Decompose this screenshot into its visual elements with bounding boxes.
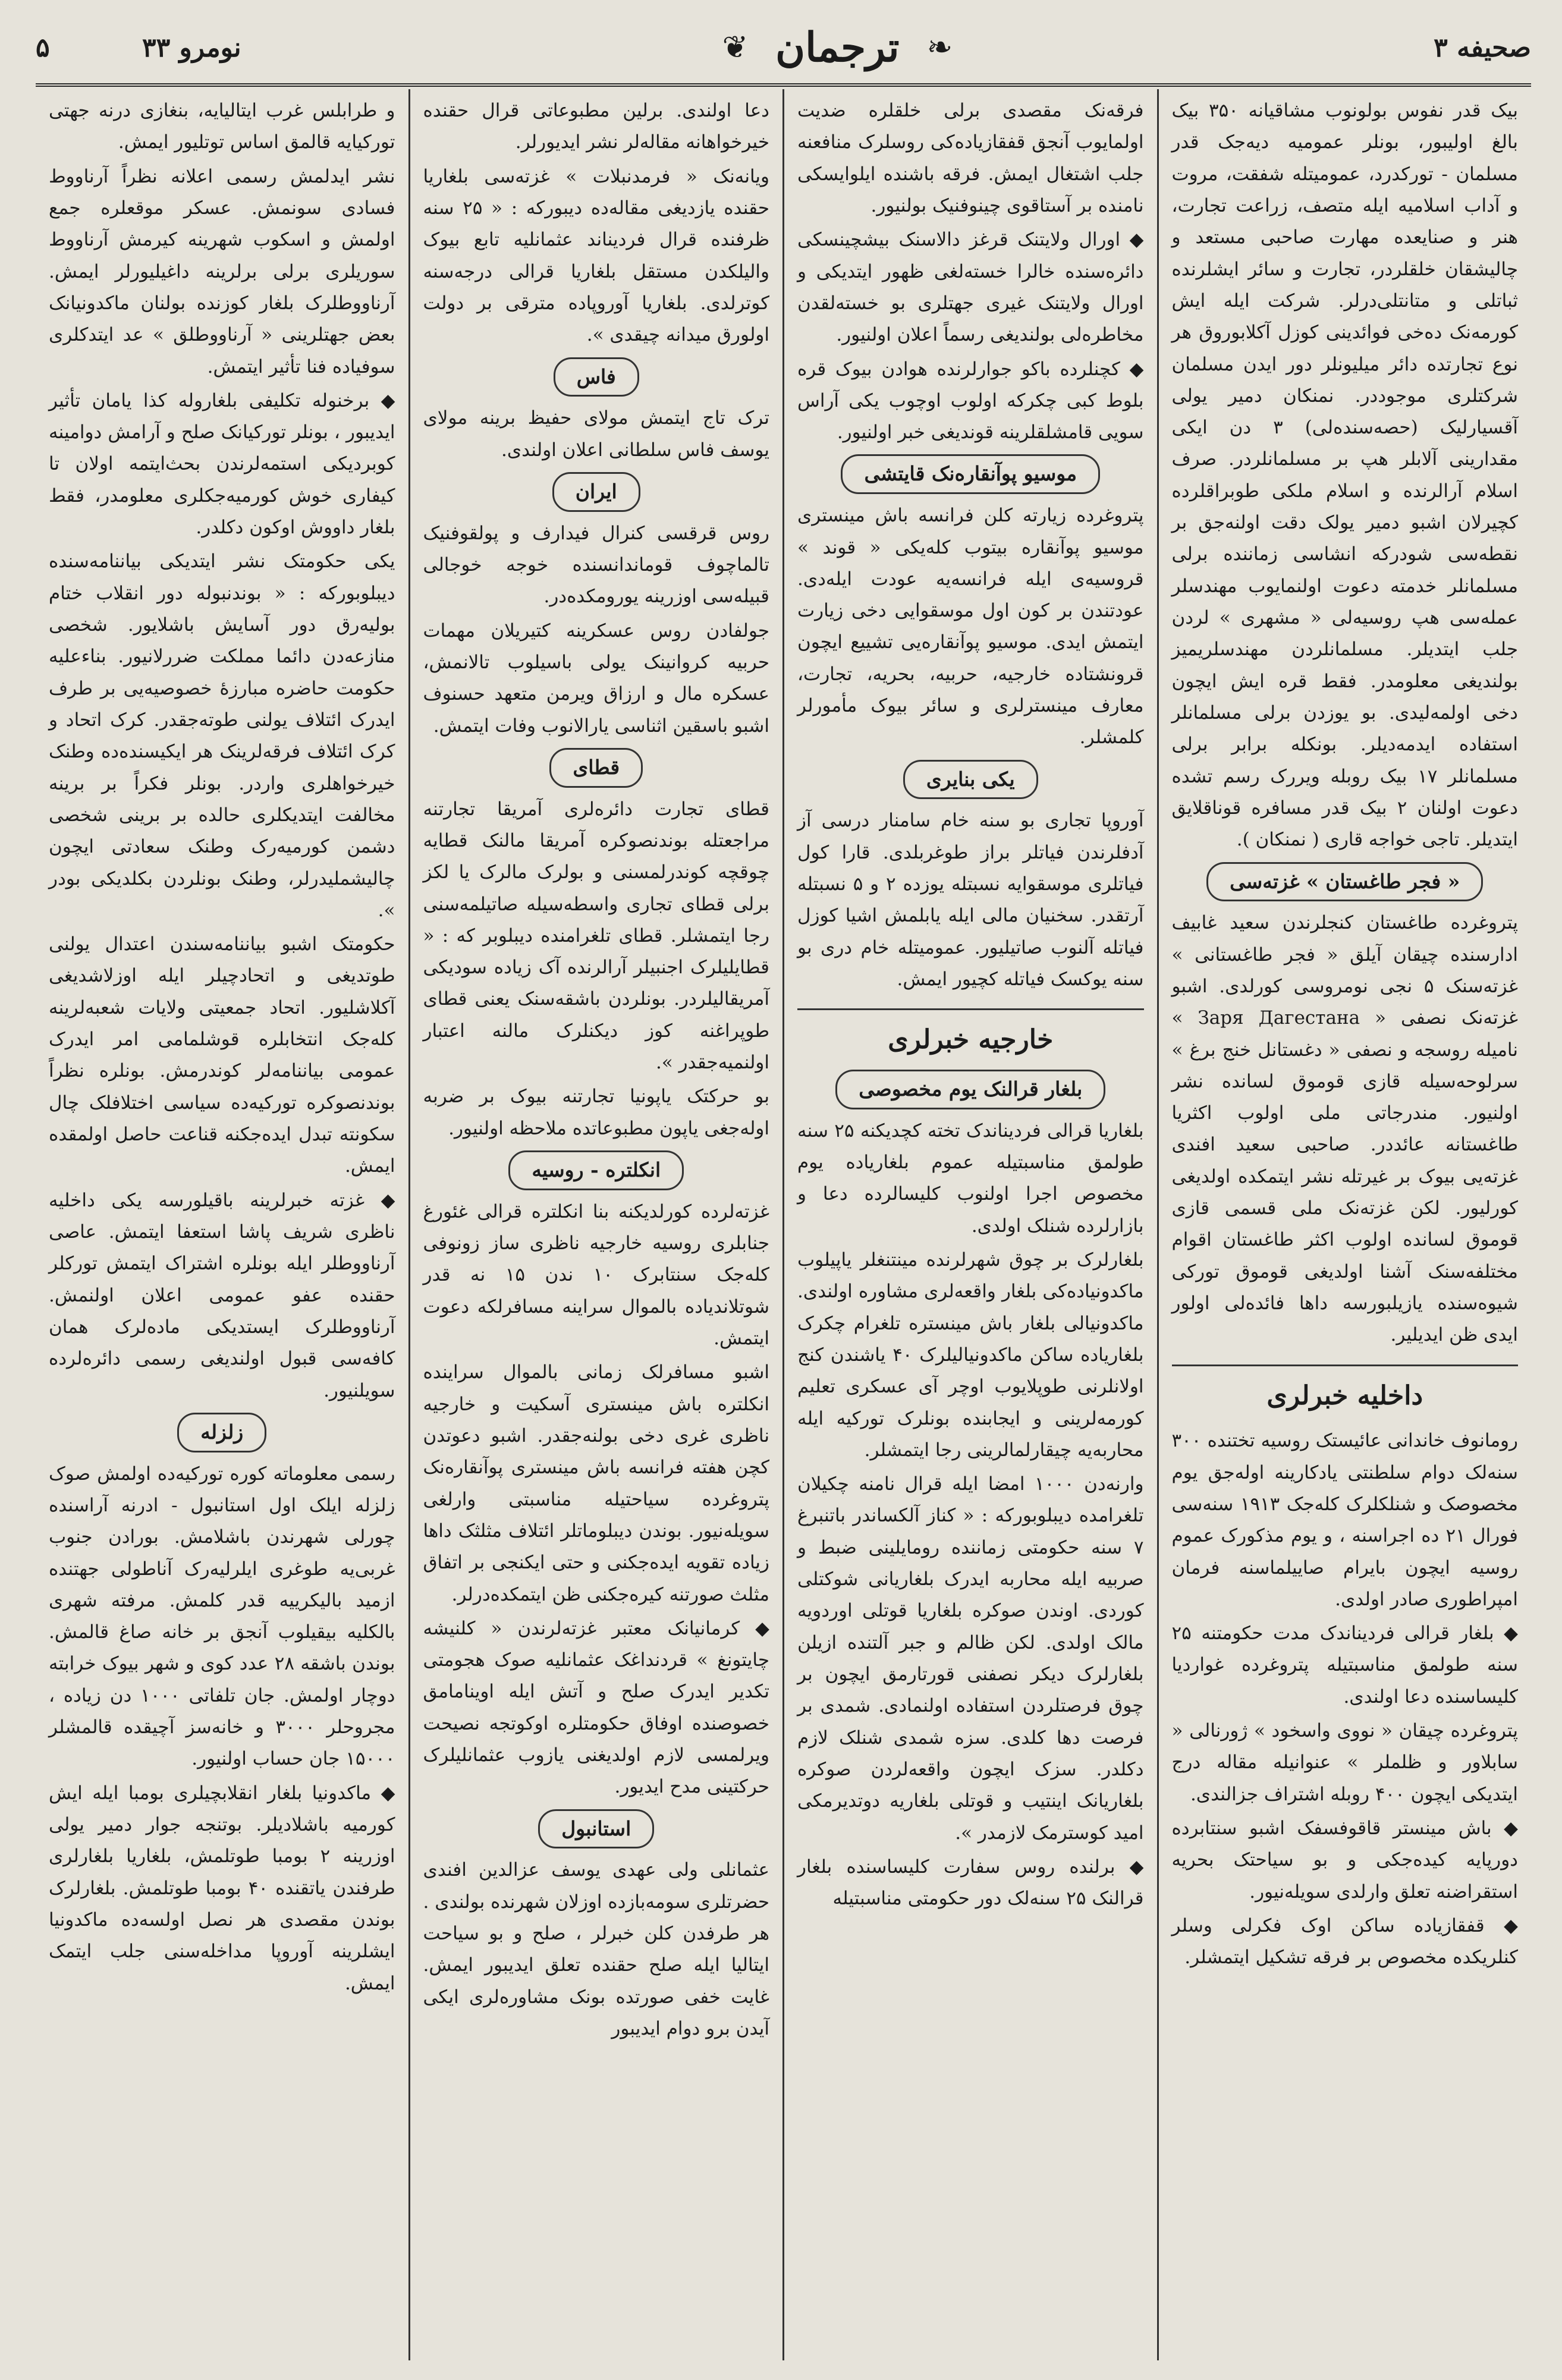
article-paragraph: دعا اولندی. برلین مطبوعاتی قرال حقنده خیرخواهانه مقاله‌لر نشر ایدیورلر. <box>423 100 769 153</box>
page-number-label: صحیفه ۳ <box>1434 32 1531 63</box>
article-heading-text: زلزله <box>177 1413 266 1452</box>
article-paragraph: وارنه‌دن ۱۰۰۰ امضا ایله قرال نامنه چکیلان تلغرامده دیبلوبورکه : « کناز آلکساندر باتنبرغ ۷ سنه حکومتی زماننده رومایلینی ضبط و صربیه ایله محاربه ایدرک بلغاریانی شوکتلی کوردی. اوندن صوکره بلغاریا قوتلی اوردویه مالک اولدی. لکن ظالم و جبر آلتنده ازیلن بلغارلرک دیکر نصفنی قورتارمق ایچون بر چوق فرصتلردن استفاده اولنمادی. شمدی بر فرصت دها کلدی. سزه شمدی شنلک لازم دکلدر. سزک ایچون واقعه‌لردن صوکره بلغاریانک اینتیب و قوتلی بلغاریه دوتدیرمکی امید کوسترمک لازمدر ». <box>797 1473 1144 1844</box>
issue-number: نومرو ۳۳ <box>142 32 241 63</box>
article-heading <box>423 748 770 788</box>
article-paragraph: ◆ قفقازیاده ساکن اوک فکرلی وسلر کنلریکده مخصوص بر فرقه تشکیل ایتمشلر. <box>1171 1914 1518 1969</box>
article-paragraph: ◆ اورال ولایتنک قرغز دالاسنک بیشچینسکی دائره‌سنده خالرا خسته‌لغی ظهور ایتدیکی و اورال ولایتنک غیری جهتلری بو خسته‌لقدن مخاطره‌لی بولندیغی رسماً اعلان اولنیور. <box>797 229 1144 346</box>
issue-mark: ۵ <box>36 32 50 63</box>
article-paragraph: عثمانلی ولی عهدی یوسف عزالدین افندی حضرتلری سومه‌بازده اوزلان شهرنده بولندی . هر طرفدن کلن خبرلر ، صلح و بو سیاحت ایتالیا ایله صلح حقنده تعلق ایدیبور ایمش. غایت خفی صورتده بونک مشاوره‌لری ایکی آیدن برو دوام ایدیبور <box>423 1859 769 2039</box>
article-paragraph: نشر ایدلمش رسمی اعلانه نظراً آرناووط فسادی سونمش. عسکر موقعلره جمع اولمش و اسکوب شهرینه کیرمش آرناووط سوریلری برلی برلرینه داغیلیورلر ایمش. آرناووطلرک بلغار کوزنده بولنان ماکدونیانک بعض جهتلرینی « آرناووطلق » عد ایتدکلری سوفیاده فنا تأثیر ایتمش. <box>49 165 395 378</box>
article-paragraph: رسمی معلوماته کوره تورکیه‌ده اولمش صوک زلزله ایلک اول استانبول - ادرنه آراسنده چورلی شهرندن باشلامش. بورادن جنوب غربی‌یه طوغری ایلرلیه‌رک آناطولی جهتنده ازمید بالیکرییه قدر کلمش. مرفته شهری بالکلیه بیقیلوب آنجق بر خانه صاغ قالمش. بوندن باشقه ۲۸ عدد کوی و شهر بیوک خرابته دوچار اولمش. جان تلفاتی ۱۰۰۰ دن زیاده ، مجروحلر ۳۰۰۰ و خانه‌سز آچیقده قالمشلر ۱۵۰۰۰ جان حساب اولنیور. <box>49 1463 395 1770</box>
article-paragraph: ◆ کرمانیانک معتبر غزته‌لرندن « کلنیشه چایتونغ » قردنداغک عثمانلیه صوک هجومتی تکدیر ایدرک صلح و آتش ایله اوینامامق خصوصنده اوفاق حکومتلره اوکوتجه نصیحت ویرلمسی لازم اولدیغنی یازوب عثمانلیلرک حرکتینی مدح ایدیور. <box>423 1617 769 1798</box>
article-paragraph: بو حرکتک یاپونیا تجارتنه بیوک بر ضربه اوله‌جغی یاپون مطبوعاتده ملاحظه اولنیور. <box>423 1086 769 1139</box>
article-heading <box>423 357 770 397</box>
column-2 <box>782 89 1157 2360</box>
article-paragraph: یکی حکومتک نشر ایتدیکی بیاننامه‌سنده دیبلوبورکه : « بوندنبوله دور انقلاب ختام بولیه‌رق دور آسایش باشلایور. شخصی منازعه‌دن دائما مملکت ضررلانیور. بناءعلیه حکومت حاضره مبارزهٔ خصوصیه‌یی بر طرف ایدرک ائتلاف یولنی طوته‌جقدر. کرک اتحاد و کرک ائتلاف فرقه‌لرینک هر ایکیسنده‌ده وطنک خیرخواهلری واردر. بونلر فکراً بر برینه مخالفت ایتدیکلری حالده بر برینی شخصی دشمن کورمیه‌رک وطنک سعادتی ایچون چالیشملیدرلر، وطنک بونلردن بکلدیکی بودر ». <box>49 551 395 921</box>
article-paragraph: رومانوف خاندانی عائیستک روسیه تختنده ۳۰۰ سنه‌لک دوام سلطنتی یادکارینه اوله‌جق یوم مخصوصک و شنلکلرک کله‌جک ۱۹۱۳ سنه‌سی فورال ۲۱ ده اجراسنه ، و یوم مذکورک عموم روسیه ایچون بایرام صاییلماسنه فرمان امپراطوری صادر اولدی. <box>1171 1430 1518 1610</box>
article-heading <box>49 1413 395 1452</box>
article-heading <box>423 472 770 512</box>
article-paragraph: ◆ باش مینستر قاقوفسفک اشبو سنتابرده دورپایه کیده‌جکی و بو سیاحتک بحریه استقراضنه تعلق وارلدی سویله‌نیور. <box>1171 1818 1518 1903</box>
article-heading-text: بلغار قرالنک یوم مخصوصی <box>835 1070 1105 1109</box>
article-heading-text: موسیو پوآنقاره‌نک قایتشی <box>841 454 1100 494</box>
article-paragraph: بلغارلرک بر چوق شهرلرنده مینتنغلر یاپیلوب ماکدونیاده‌کی بلغار واقعه‌لری مشاوره اولندی. ماکدونیالی بلغار باش مینستره تلغرام چکرک بلغاریاده ساکن ماکدونیالیلرک ۴۰ یاشندن کنج اولانلرنی طوپلایوب اوچر آی عسکری تعلیم کورمه‌لرینی و ایجابنده بونلرک تورکیه ایله محاربه‌یه چیقارلمالرینی رجا ایتمشلر. <box>797 1249 1144 1461</box>
article-paragraph: ◆ بلغار قرالی فردیناندک مدت حکومتنه ۲۵ سنه طولمق مناسبتیله پتروغرده غواردیا کلیساسنده دعا اولندی. <box>1171 1623 1518 1708</box>
issue-number-label <box>36 33 241 63</box>
ornament-left-icon: ❦ <box>722 30 749 65</box>
article-paragraph: ◆ ماکدونیا بلغار انقلابچیلری بومبا ایله ایش کورمیه باشلادیلر. بوتنجه جوار دمیر یولی اوزرینه ۲ بومبا طوتلمش، بلغاریا بلغارلری طرفندن یاتقنده ۴۰ بومبا طوتلمش. بلغارلرک بوندن مقصدی هر نصل اولسه‌ده ماکدونیا ایشلرینه آوروپا مداخله‌سنی جلب ایتمک ایمش. <box>49 1782 395 1994</box>
article-heading <box>423 1150 770 1190</box>
article-paragraph: فرقه‌نک مقصدی برلی خلقلره ضدیت اولمایوب آنجق قفقازیاده‌کی روسلرک منافعنه جلب اشتغال ایمش. فرقه باشنده ایلوایسکی نامنده بر آستاقوی چینوفنیک بولنیور. <box>797 100 1144 216</box>
article-paragraph: آوروپا تجاری بو سنه خام سامنار درسی آز آدفلرندن فیاتلر براز طوغربلدی. قارا کول فیاتلری موسقوایه نسبتله یوزده ۲ و ۵ نسبتله آرتقدر. سخنیان مالی ایله یابلمش اشیا کوزل فیاتله آلنوب صاتیلیور. عمومیتله خام دری بو سنه یوکسک فیاتله کچیور ایمش. <box>797 810 1144 990</box>
article-paragraph: بلغاریا قرالی فردیناندک تخته کچدیکنه ۲۵ سنه طولمق مناسبتیله عموم بلغاریاده یوم مخصوص اجرا اولنوب کلیسالرده دعا و بازارلرده شنلک اولدی. <box>797 1120 1144 1237</box>
column-4 <box>36 89 408 2360</box>
title-block <box>722 24 953 71</box>
article-paragraph: پتروغرده زیارته کلن فرانسه باش مینستری موسیو پوآنقاره بیتوب کله‌یکی « قوند » قروسیه‌ی ایله فرانسه‌یه عودت ایله‌دی. عودتندن بر کون اول موسقوایی دخی زیارت ایتمش ایدی. موسیو پوآنقاره‌یی تشییع ایچون قرونشتاده خارجیه، حربیه، بحریه، تجارت، معارف مینسترلری و سائر بیوک مأمورلر کلمشلر. <box>797 505 1144 749</box>
article-paragraph: و طرابلس غرب ایتالیایه، بنغازی درنه جهتی تورکیایه قالمق اساس تو‌تلیور ایمش. <box>49 100 395 153</box>
article-paragraph: قطای تجارت دائره‌لری آمریقا تجارتنه مراجعتله بوندنصوکره آمریقا مالنک قطایه چوقچه کوندرلمسنی و بولرک مالرک یا لکز برلی قطای تجاری واسطه‌سیله صاتیلمه‌سنی رجا ایتمشلر. قطای تلغرامنده دیبلوبر که : « قطایلیلرک اجنبیلر آرالرنده آک زیاده سودیکی آمریقالیلردر. بونلردن باشقه‌سنک یعنی قطای طوپراغنه کوز دیکنلرک مالنه اعتبار اولنمیه‌جقدر ». <box>423 798 769 1074</box>
column-3 <box>408 89 783 2360</box>
section-heading: داخلیه خبرلری <box>1172 1365 1519 1419</box>
article-heading-text: یکی بنایری <box>903 760 1038 800</box>
article-heading <box>797 454 1144 494</box>
article-paragraph: پتروغرده طاغستان کنجلرندن سعید غابیف ادارسنده چیقان آیلق « فجر طاغستانی » غزته‌سنک ۵ نجی نومروسی کورلدی. اشبو غزته‌نک نصفی « Заря Дагестана » نامیله روسجه و نصفی « دغستانل خنج برغ » سرلوحه‌سیله قازی قوموق لسانده نشر اولنیور. مندرجاتی ملی اولوب اکثریا طاغستانه عائددر. صاحبی سعید افندی غزته‌یی بیوک بر غیرتله نشر ایتمکده اولدیغی کورلیور. لکن غزته‌نک ملی قسمی قازی قوموق لسانده اولوب اکثر طاغستان اقوام مختلفه‌سنک آشنا اولدیغی قوموق تورکی شیوه‌سنده یازیلبورسه داها فائده‌لی اولور ایدی ظن ایدیلیر. <box>1171 912 1518 1346</box>
newspaper-title: ترجمان <box>775 24 900 71</box>
article-paragraph: ◆ کچنلرده باکو جوارلرنده هوادن بیوک قره بلوط کبی چکرکه اولوب اوچوب یکی آراس سویی قامشلقلرینه قوندیغی خبر اولنیور. <box>797 358 1144 444</box>
article-paragraph: ◆ برخنوله تکلیفی بلغاروله کذا یامان تأثیر ایدیبور ، بونلر تورکیانک صلح و آرامش دوامینه کوبردیکی استمه‌لرندن بحث‌ایتمه‌ اولان تا کیفاری خوش کورمیه‌جکلری معلومدر، فقط بلغار داووش اوکون دکلدر. <box>49 389 395 539</box>
article-heading-text: انکلتره - روسیه <box>508 1150 684 1190</box>
article-paragraph: حکومتک اشبو بیاننامه‌سندن اعتدال یولنی طوتدیغی و اتحادچیلر ایله اوزلاشدیغی آکلاشلیور. اتحاد جمعیتی ولایات شعبه‌لرینه کله‌جک انتخابلره قوشلمامی امر ایدرک عمومی بیاننامه‌لر کوندرمش. بونلره نظراً بوندنصوکره تورکیه‌ده سیاسی اختلافلک چال سکونته تبدل ایده‌جکنه قناعت حاصل اولمقده ایمش. <box>49 933 395 1177</box>
article-heading <box>797 1070 1144 1109</box>
article-heading <box>797 760 1144 800</box>
article-columns <box>36 89 1531 2360</box>
section-heading: خارجیه خبرلری <box>797 1008 1144 1062</box>
article-paragraph: پتروغرده چیقان « نووی واسخود » ژورنالی « سابلاور و ظلملر » عنوانیله مقاله درج ایتدیکی ایچون ۴۰۰ روبله اشتراف جزالندی. <box>1171 1720 1518 1805</box>
article-paragraph: روس قرقسی کنرال فیدارف و پولقوفنیک تالماچوف قوماندانسنده خوجه خوجالی قبیله‌سی اوزرینه یورومکده‌در. <box>423 522 769 608</box>
article-paragraph: غزته‌لرده کورلدیکنه بنا انکلتره قرالی غئورغ جنابلری روسیه خارجیه ناظری ساز زونوفی کله‌جک سنتابرک ۱۰ ندن ۱۵ نه قدر شوتلاندیاده بالموال سراینه مسافرلکه دعوت ایتمش. <box>423 1200 769 1349</box>
article-paragraph: بیک قدر نفوس بولونوب مشاقیانه ۳۵۰ بیک بالغ اولیبور، بونلر عمومیه دیه‌جک قدر مسلمان - تورکدرد، عمومیتله شفقت، مروت و آداب اسلامیه ایله متصف، زراعت تجارت، هنر و صنایعده مهارت صاحبی مستعد و چالیشقان خلقلردر، تجارت و سائر ایشلرنده ثباتلی و متانتلی‌درلر. شرکت ایله ایش کورمه‌نک ده‌خی فوائدینی کوزل آکلابوروق هر نوع تجارتده دائر میلیونلر دور ایدن مسلمان شرکتلری موجوددر. نمنکان دمیر یولی آقسیارلیک (حصه‌سنده‌لی) ۳ دن ایکی مقدارینی آلابلر هپ بر مسلمانلردر. صرف اسلام آرالرنده و اسلام ملکی طوبراقلرده کچیرلان اشبو دمیر یولک دقت اولنه‌جق بر نقطه‌سی شودرکه انشاسی زماننده برلی مسلمانلر خدمته دعوت اولنمایوب مهندسلر عمله‌سی هپ روسیه‌لی « مشهری » لردن جلب ایتدیلر. مسلمانلردن مهندسلریمیز بولندیغی معلومدر. فقط قره ایش ایچون دخی اولمه‌لیدی. بو یوزدن برلی مسلمانلر استفاده ایدمه‌دیلر. بونکله برابر برلی مسلمانلر ۱۷ بیک روبله ویررک رسم تشده دعوت اولنان ۲ بیک قدر مسافره قوناقلایق ایتدیلر. تاجی خواجه‌ قاری ( نمنکان ). <box>1171 100 1519 851</box>
article-heading <box>423 1809 770 1849</box>
article-paragraph: ◆ غزته خبرلرینه باقیلورسه یکی داخلیه ناظری شریف پاشا استعفا ایتمش. عاصی آرناووطلر ایله بونلره اشتراک ایتمش تورکلر حقنده عفو عمومی اعلان اولنمش. آرناووطلرک ایستدیکی ماده‌لرک همان کافه‌سی قبول اولندیغی رسمی دائره‌لرده سویلنیور. <box>49 1189 395 1401</box>
article-paragraph: ترک تاج ایتمش مولای حفیظ برینه مولای یوسف فاس سلطانی اعلان اولندی. <box>423 407 769 461</box>
article-heading-text: ایران <box>552 472 640 512</box>
article-paragraph: اشبو مسافرلک زمانی بالموال سراینده انکلتره باش مینستری آسکیت و خارجیه ناظری غری دخی بولنه‌جقدر. اشبو دعوتدن کچن هفته فرانسه باش مینستری پوآنقاره‌نک پتروغرده سیاحتیله مناسبتی وارلغی سویله‌نیور. بوندن دیبلوماتلر ائتلاف مثلثک داها زیاده تقویه ایده‌جکنی و حتی ایکنجی بر اتفاق مثلث صورتنه کیره‌جکنی ظن ایتمکده‌درلر. <box>423 1362 769 1605</box>
article-heading-text: قطای <box>549 748 643 788</box>
article-paragraph: ویانه‌نک « فرمدنبلات » غزته‌سی بلغاریا حقنده یازدیغی مقاله‌ده دیبورکه : « ۲۵ سنه ظرفنده قرال فردیناند عثمانلیه تابع بیوک والیلکدن مستقل بلغاریا قرالی درجه‌سنه کوترلدی. بلغاریا آوروپاده مترقی بر دولت اولورق میدانه چیقدی ». <box>423 165 769 346</box>
article-paragraph: جولفادن روس عسکرینه کتیریلان مهمات حربیه کروانینک یولی باسیلوب تالانمش، عسکره مال و ارزاق ویرمن متعهد حسنوف اشبو باسقین اثناسی یارالانوب وفات ایتمش. <box>423 620 769 737</box>
article-paragraph: ◆ برلنده روس سفارت کلیساسنده بلغار قرالنک ۲۵ سنه‌لک دور حکومتی مناسبتیله <box>797 1856 1144 1910</box>
article-heading-text: فاس <box>554 357 639 397</box>
column-1 <box>1157 89 1532 2360</box>
masthead <box>36 12 1531 87</box>
article-heading-text: « فجر طاغستان » غزته‌سی <box>1206 862 1483 902</box>
article-heading-text: استانبول <box>538 1809 654 1849</box>
ornament-right-icon: ❧ <box>926 30 953 65</box>
article-heading <box>1172 862 1519 902</box>
